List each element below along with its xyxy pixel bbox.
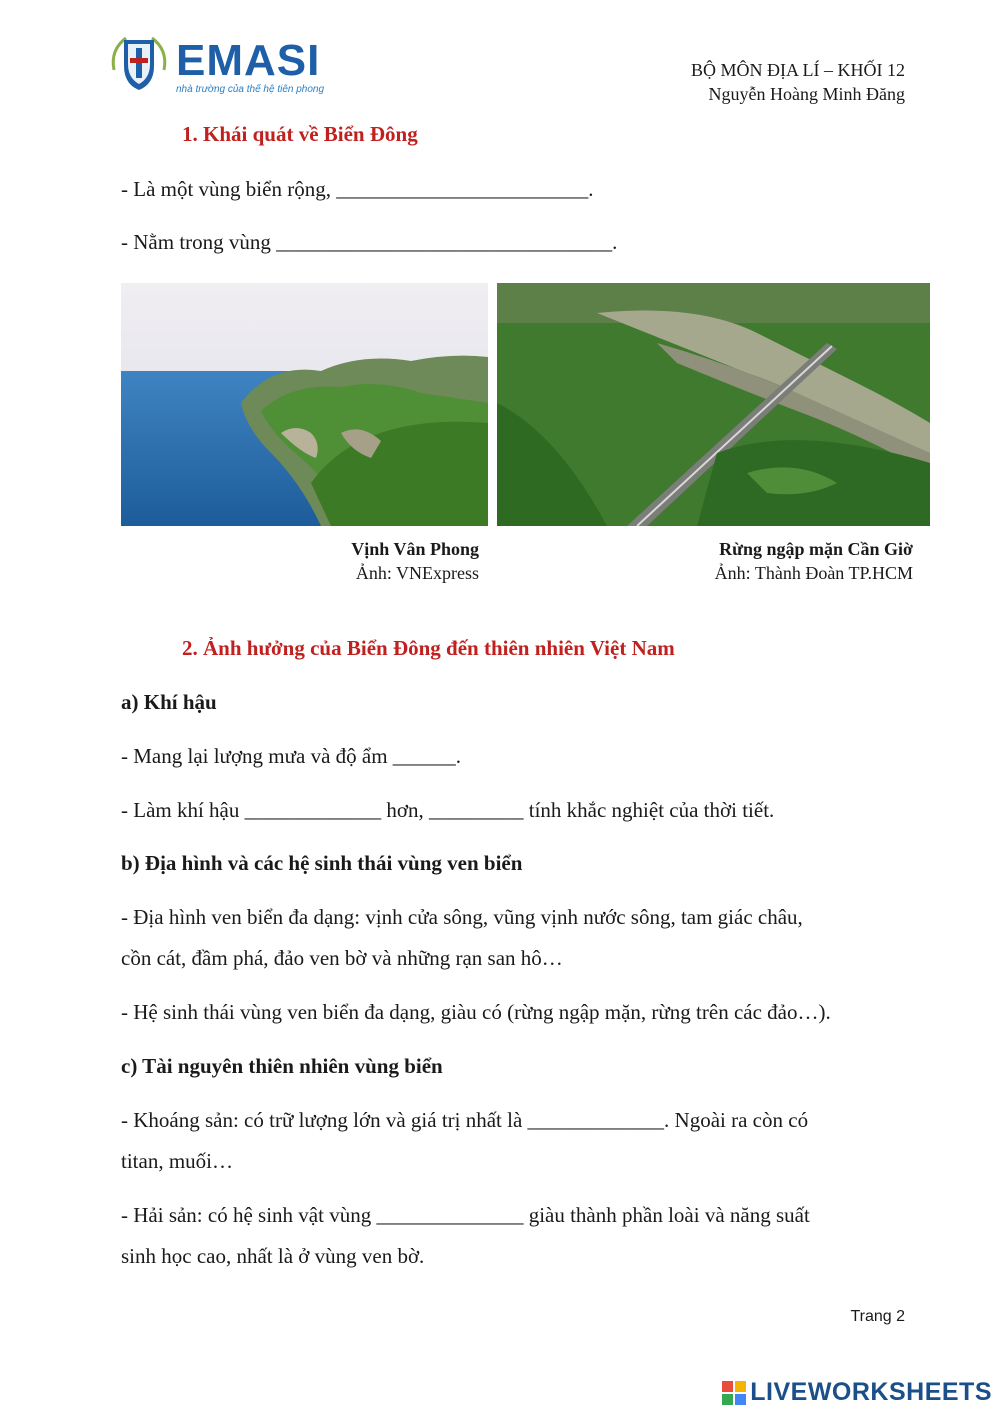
liveworksheets-wordmark: LIVEWORKSHEETS: [750, 1378, 992, 1406]
climate-heading: a) Khí hậu: [121, 690, 217, 714]
section1-title: 1. Khái quát về Biển Đông: [182, 122, 418, 146]
section1-line2: - Nằm trong vùng ________________________________.: [121, 230, 618, 254]
author-name: Nguyễn Hoàng Minh Đăng: [708, 84, 905, 104]
terrain-heading: b) Địa hình và các hệ sinh thái vùng ven biển: [121, 851, 523, 875]
terrain-line1b: cồn cát, đầm phá, đảo ven bờ và những rạn san hô…: [121, 946, 563, 970]
photo1-caption: [351, 537, 479, 585]
resources-line1b: titan, muối…: [121, 1149, 233, 1173]
section2-title: 2. Ảnh hưởng của Biển Đông đến thiên nhiên Việt Nam: [182, 636, 675, 660]
photo1-caption-credit: Ảnh: VNExpress: [355, 563, 479, 583]
photo2-caption-title: Rừng ngập mặn Cần Giờ: [719, 539, 913, 559]
climate-line2: - Làm khí hậu _____________ hơn, _________ tính khắc nghiệt của thời tiết.: [121, 798, 775, 822]
liveworksheets-logo-icon: [722, 1381, 746, 1405]
resources-line2a: - Hải sản: có hệ sinh vật vùng ______________ giàu thành phần loài và năng suất: [121, 1203, 810, 1227]
resources-heading: c) Tài nguyên thiên nhiên vùng biển: [121, 1054, 443, 1078]
terrain-line2: - Hệ sinh thái vùng ven biển đa dạng, giàu có (rừng ngập mặn, rừng trên các đảo…).: [121, 1000, 831, 1024]
resources-line2b: sinh học cao, nhất là ở vùng ven bờ.: [121, 1244, 425, 1268]
photo2-caption-credit: Ảnh: Thành Đoàn TP.HCM: [714, 563, 913, 583]
photo-van-phong-bay: [121, 283, 488, 526]
photo-can-gio-mangrove: [497, 283, 930, 526]
liveworksheets-brand[interactable]: [722, 1378, 992, 1407]
terrain-line1a: - Địa hình ven biển đa dạng: vịnh cửa sông, vũng vịnh nước sông, tam giác châu,: [121, 905, 803, 929]
resources-line1a: - Khoáng sản: có trữ lượng lớn và giá trị nhất là _____________. Ngoài ra còn có: [121, 1108, 809, 1132]
logo-tagline: nhà trường của thế hệ tiên phong: [176, 84, 325, 95]
page-number: Trang 2: [850, 1308, 905, 1325]
logo-wordmark: EMASI: [176, 36, 321, 85]
photo2-caption: [715, 537, 913, 585]
department-label: BỘ MÔN ĐỊA LÍ – KHỐI 12: [691, 60, 905, 80]
climate-line1: - Mang lại lượng mưa và độ ẩm ______.: [121, 744, 462, 768]
photo1-caption-title: Vịnh Vân Phong: [351, 539, 479, 559]
section1-line1: - Là một vùng biển rộng, ________________________.: [121, 177, 594, 201]
school-crest-icon: [106, 30, 172, 96]
